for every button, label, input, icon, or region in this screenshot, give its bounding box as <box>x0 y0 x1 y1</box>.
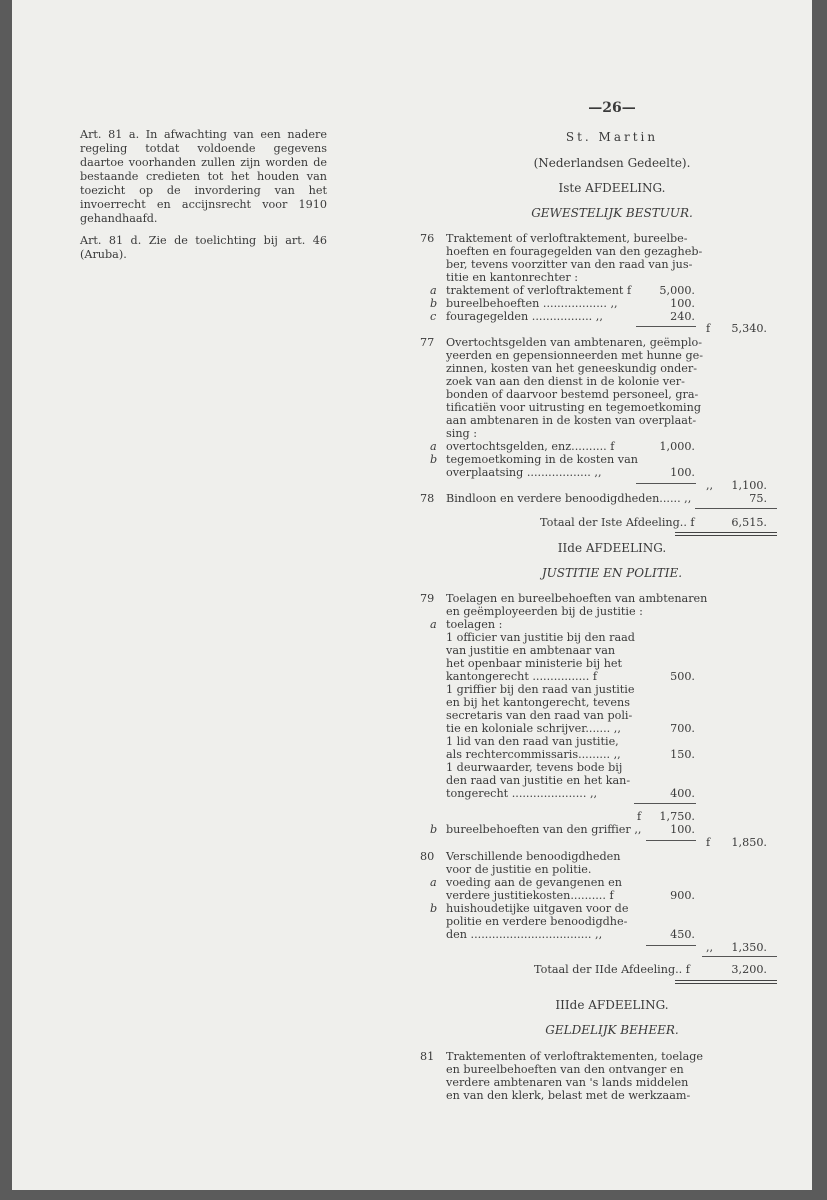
item-amount: 100. <box>670 297 695 310</box>
item-text: 1 officier van justitie bij den raad <box>446 631 635 644</box>
item-text: bureelbehoeften .................. ,, <box>446 297 618 310</box>
page-number: —26— <box>588 100 636 116</box>
currency-mark: f <box>706 836 711 849</box>
item-total: 1,100. <box>731 479 767 492</box>
item-text: secretaris van den raad van poli- <box>446 709 633 722</box>
item-text: voor de justitie en politie. <box>446 863 592 876</box>
item-letter: a <box>430 284 437 297</box>
item-number: 80 <box>420 850 435 863</box>
item-text: overtochtsgelden, enz.......... f <box>446 440 615 453</box>
item-text: Bindloon en verdere benoodigdheden...... ,, <box>446 492 692 505</box>
note-art-81a: Art. 81 a. In afwachting van een nadere regeling totdat voldoende gegevens daartoe voorhanden zullen zijn worden de bestaande credieten tot het houden van toezicht op de invordering van het invoerrecht en accijnsrecht voor 1910 gehandhaafd. <box>80 128 327 225</box>
item-amount: 150. <box>670 748 695 761</box>
item-total: 5,340. <box>731 322 767 335</box>
item-amount: 100. <box>670 466 695 479</box>
item-text: tegemoetkoming in de kosten van <box>446 453 638 466</box>
item-amount: 1,000. <box>659 440 695 453</box>
item-amount: 240. <box>670 310 695 323</box>
total-double-rule <box>675 532 777 536</box>
item-text: bonden of daarvoor bestemd personeel, gra- <box>446 388 699 401</box>
item-text: en geëmployeerden bij de justitie : <box>446 605 643 618</box>
item-text: voeding aan de gevangenen en <box>446 876 622 889</box>
item-text: ber, tevens voorzitter van den raad van jus- <box>446 258 693 271</box>
total-rule <box>695 508 777 509</box>
item-number: 77 <box>420 336 435 349</box>
section-2-title: IIde AFDEELING. <box>557 541 667 555</box>
item-text: politie en verdere benoodigdhe- <box>446 915 628 928</box>
item-text: traktement of verloftraktement f <box>446 284 632 297</box>
item-text: het openbaar ministerie bij het <box>446 657 623 670</box>
subtotal-rule <box>646 945 696 946</box>
item-text: 1 griffier bij den raad van justitie <box>446 683 635 696</box>
item-amount: 900. <box>670 889 695 902</box>
item-text: bureelbehoeften van den griffier ,, <box>446 823 642 836</box>
territory-title: St. Martin <box>565 130 659 144</box>
subtotal-rule <box>636 326 696 327</box>
item-text: als rechtercommissaris......... ,, <box>446 748 621 761</box>
currency-mark: f <box>706 322 711 335</box>
document-page <box>12 0 812 1190</box>
item-number: 76 <box>420 232 435 245</box>
left-column <box>80 128 327 270</box>
item-number: 79 <box>420 592 435 605</box>
item-text: 1 lid van den raad van justitie, <box>446 735 619 748</box>
total-double-rule <box>675 980 777 984</box>
item-text: Traktementen of verloftraktementen, toelage <box>446 1050 704 1063</box>
item-text: zoek van aan den dienst in de kolonie ver- <box>446 375 685 388</box>
section-3-title: IIIde AFDEELING. <box>555 998 669 1012</box>
currency-mark: f <box>637 810 642 823</box>
item-letter: b <box>430 453 438 466</box>
item-text: zinnen, kosten van het geneeskundig onder- <box>446 362 698 375</box>
section-3-subtitle: GELDELIJK BEHEER. <box>545 1023 679 1037</box>
total-rule <box>702 956 777 957</box>
total-label: Totaal der Iste Afdeeling.. f <box>540 516 695 529</box>
item-letter: b <box>430 902 438 915</box>
item-amount: 450. <box>670 928 695 941</box>
total-amount: 3,200. <box>731 963 767 976</box>
item-total: 1,350. <box>731 941 767 954</box>
item-amount: 400. <box>670 787 695 800</box>
item-letter: b <box>430 297 438 310</box>
item-text: toelagen : <box>446 618 503 631</box>
item-total: 1,850. <box>731 836 767 849</box>
item-amount: 700. <box>670 722 695 735</box>
item-amount: 5,000. <box>659 284 695 297</box>
section-1-subtitle: GEWESTELIJK BESTUUR. <box>531 206 693 220</box>
item-text: verdere justitiekosten.......... f <box>446 889 614 902</box>
item-text: van justitie en ambtenaar van <box>446 644 616 657</box>
item-letter: a <box>430 876 437 889</box>
subtotal-rule <box>646 840 696 841</box>
item-total: 75. <box>749 492 767 505</box>
item-amount: 500. <box>670 670 695 683</box>
item-text: overplaatsing .................. ,, <box>446 466 602 479</box>
item-text: den .................................. ,, <box>446 928 603 941</box>
item-letter: c <box>430 310 437 323</box>
item-text: Traktement of verloftraktement, bureelbe- <box>446 232 688 245</box>
item-letter: a <box>430 440 437 453</box>
item-text: en bij het kantongerecht, tevens <box>446 696 630 709</box>
item-amount: 1,750. <box>659 810 695 823</box>
item-letter: b <box>430 823 438 836</box>
currency-mark: ,, <box>706 479 714 492</box>
item-text: kantongerecht ................ f <box>446 670 597 683</box>
item-text: yeerden en gepensionneerden met hunne ge- <box>446 349 704 362</box>
item-text: titie en kantonrechter : <box>446 271 579 284</box>
item-text: sing : <box>446 427 478 440</box>
territory-subtitle: (Nederlandsen Gedeelte). <box>533 156 691 170</box>
item-number: 81 <box>420 1050 435 1063</box>
item-text: Toelagen en bureelbehoeften van ambtenaren <box>446 592 708 605</box>
subtotal-rule <box>636 483 696 484</box>
item-text: fouragegelden ................. ,, <box>446 310 603 323</box>
item-text: verdere ambtenaren van 's lands middelen <box>446 1076 689 1089</box>
item-text: den raad van justitie en het kan- <box>446 774 631 787</box>
item-text: tie en koloniale schrijver....... ,, <box>446 722 621 735</box>
item-amount: 100. <box>670 823 695 836</box>
item-text: aan ambtenaren in de kosten van overplaat- <box>446 414 697 427</box>
item-text: en bureelbehoeften van den ontvanger en <box>446 1063 684 1076</box>
currency-mark: ,, <box>706 941 714 954</box>
total-amount: 6,515. <box>731 516 767 529</box>
total-label: Totaal der IIde Afdeeling.. f <box>534 963 690 976</box>
item-text: tificatiën voor uitrusting en tegemoetkoming <box>446 401 702 414</box>
item-letter: a <box>430 618 437 631</box>
item-text: hoeften en fouragegelden van den gezagheb- <box>446 245 703 258</box>
section-1-title: Iste AFDEELING. <box>558 181 666 195</box>
item-text: en van den klerk, belast met de werkzaam- <box>446 1089 691 1102</box>
item-text: tongerecht ..................... ,, <box>446 787 598 800</box>
subtotal-rule <box>634 803 696 804</box>
item-text: Overtochtsgelden van ambtenaren, geëmplo- <box>446 336 703 349</box>
item-text: Verschillende benoodigdheden <box>446 850 621 863</box>
note-art-81d: Art. 81 d. Zie de toelichting bij art. 46 (Aruba). <box>80 234 327 261</box>
item-text: huishoudetijke uitgaven voor de <box>446 902 629 915</box>
item-number: 78 <box>420 492 435 505</box>
section-2-subtitle: JUSTITIE EN POLITIE. <box>541 566 683 580</box>
item-text: 1 deurwaarder, tevens bode bij <box>446 761 623 774</box>
